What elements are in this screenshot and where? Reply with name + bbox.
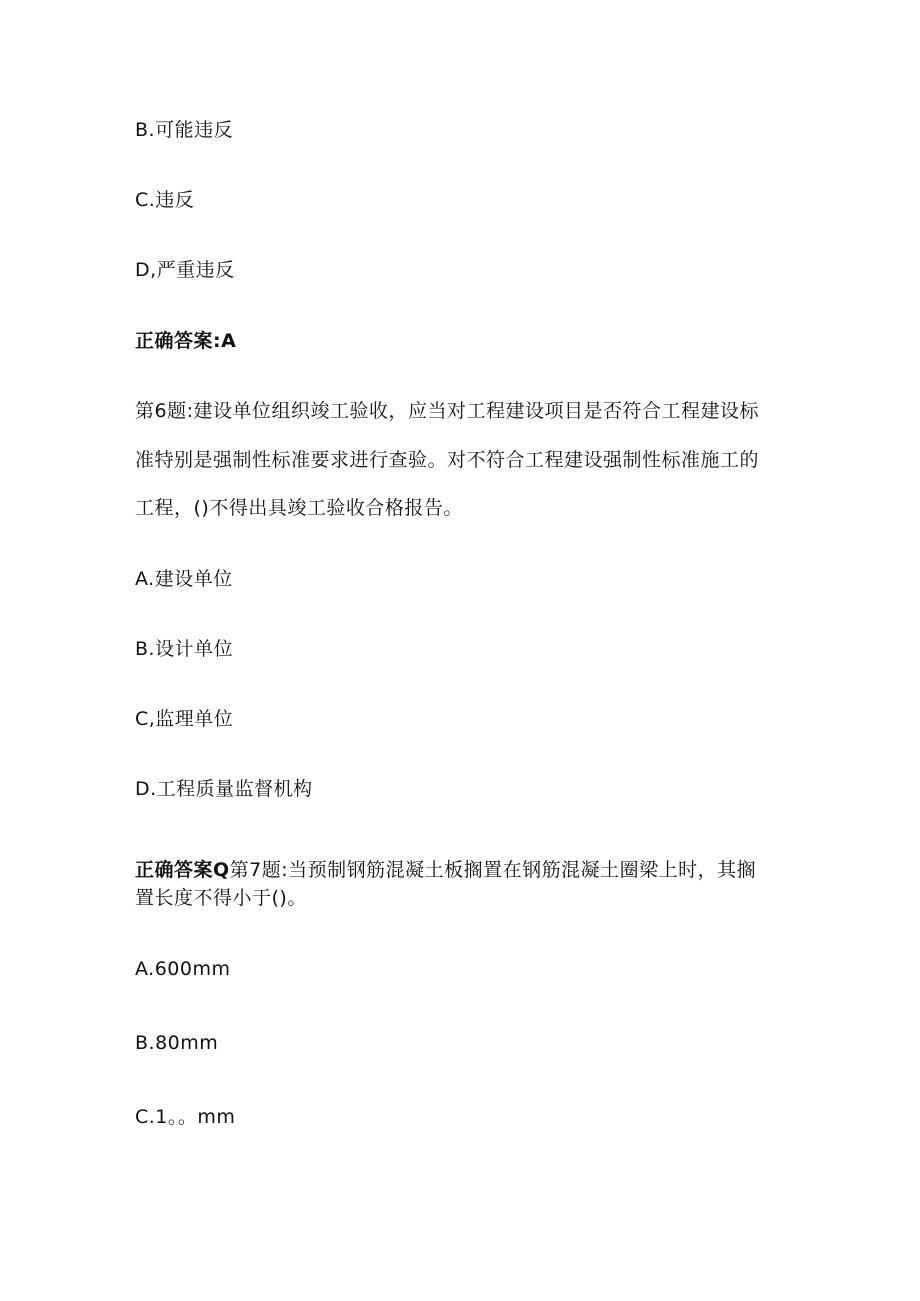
q6-stem-line-3: 工程，()不得出具竣工验收合格报告。: [135, 497, 463, 519]
q6-option-c: C,监理单位: [135, 708, 234, 730]
q7-option-b: B.80mm: [135, 1032, 219, 1054]
q7-stem-line-1-text: 第7题:当预制钢筋混凝土板搁置在钢筋混凝土圈梁上时，其搁: [229, 859, 757, 881]
q6-option-d: D.工程质量监督机构: [135, 778, 313, 800]
q6-stem-line-2: 准特别是强制性标准要求进行查验。对不符合工程建设强制性标准施工的: [135, 449, 760, 471]
q6-option-a: A.建设单位: [135, 568, 233, 590]
q7-stem-line-1: [135, 857, 756, 883]
q7-option-c: C.1。。mm: [135, 1106, 236, 1128]
q6-option-b: B.设计单位: [135, 638, 234, 660]
q6-correct-answer: 正确答案Q: [135, 859, 230, 881]
q7-option-a: A.600mm: [135, 958, 231, 980]
q5-option-b: B.可能违反: [135, 119, 234, 141]
q7-stem-line-2: 置长度不得小于()。: [135, 887, 307, 909]
q5-option-c: C.违反: [135, 189, 195, 211]
q5-correct-answer: 正确答案:A: [135, 330, 237, 352]
q5-option-d: D,严重违反: [135, 259, 235, 281]
q6-stem-line-1: 第6题:建设单位组织竣工验收，应当对工程建设项目是否符合工程建设标: [135, 400, 759, 422]
